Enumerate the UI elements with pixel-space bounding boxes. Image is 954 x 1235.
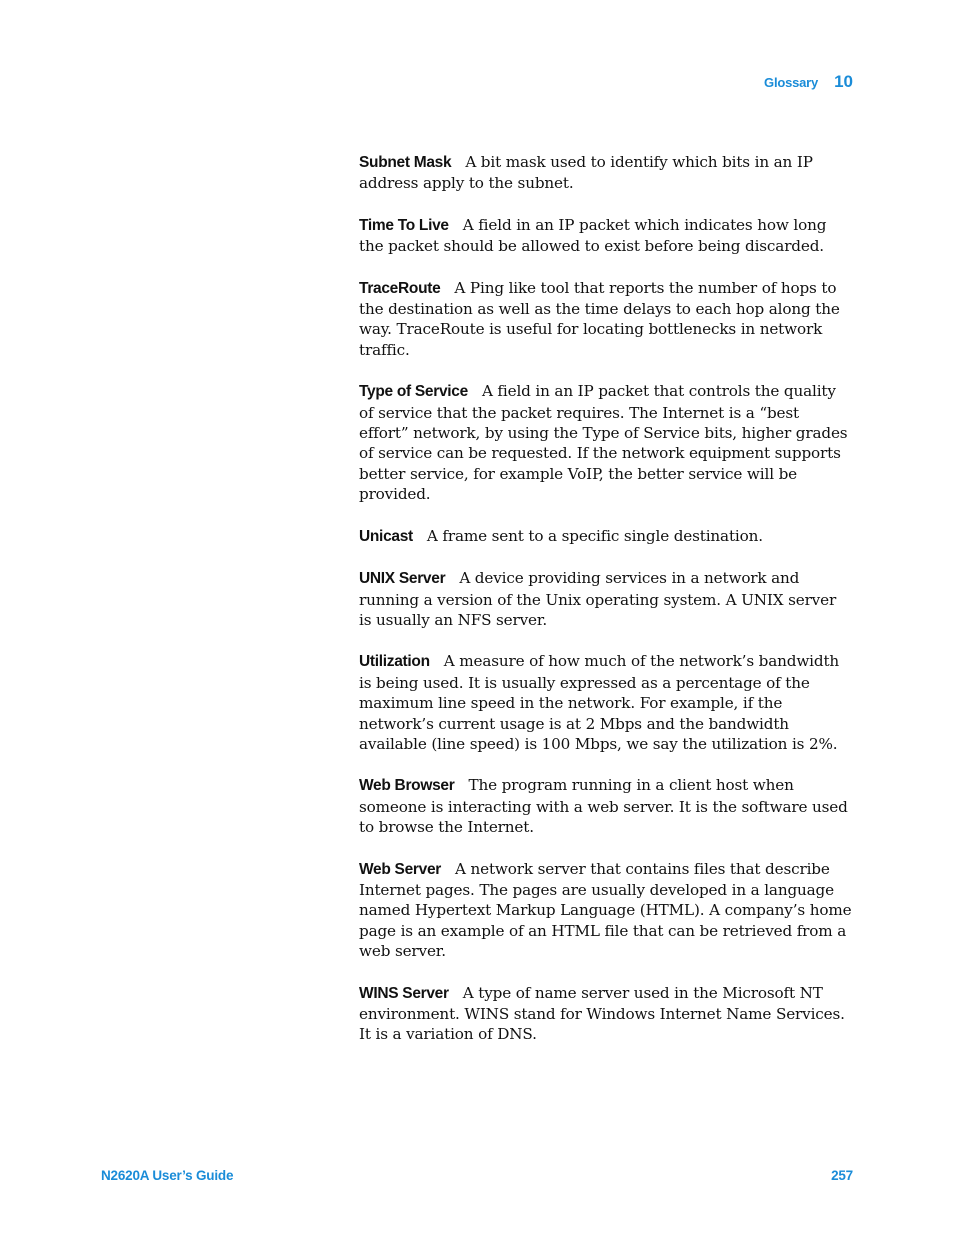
glossary-definition: A type of name server used in the Microsoft NT environment. WINS stand for Windows Internet Name Services. It is a variation of DNS. bbox=[359, 983, 845, 1044]
running-header bbox=[764, 72, 853, 92]
glossary-definition: The program running in a client host when someone is interacting with a web server. It is the software used to browse the Internet. bbox=[359, 776, 848, 837]
glossary-definition: A measure of how much of the network’s bandwidth is being used. It is usually expressed as a percentage of the maximum line speed in the network. For example, if the network’s current usage is at 2 Mbps and the bandwidth available (line speed) is 100 Mbps, we say the utilization is 2%. bbox=[359, 652, 840, 753]
glossary-definition: A Ping like tool that reports the number of hops to the destination as well as the time delays to each hop along the way. TraceRoute is useful for locating bottlenecks in network traffic. bbox=[359, 278, 840, 359]
glossary-definition: A frame sent to a specific single destination. bbox=[426, 526, 763, 545]
glossary-term: Time To Live bbox=[359, 216, 449, 234]
glossary-entry bbox=[359, 983, 853, 1045]
glossary-entry bbox=[359, 526, 853, 547]
glossary-term: WINS Server bbox=[359, 984, 449, 1002]
page-footer bbox=[101, 1168, 853, 1183]
guide-title: N2620A User’s Guide bbox=[101, 1168, 234, 1183]
section-title: Glossary bbox=[764, 75, 819, 90]
glossary-term: Web Browser bbox=[359, 777, 455, 795]
glossary-definition: A network server that contains files that describe Internet pages. The pages are usually developed in a language named Hypertext Markup Language (HTML). A company’s home page is an example of an HTML file that can be retrieved from a web server. bbox=[359, 859, 852, 961]
glossary-term: Unicast bbox=[359, 527, 413, 545]
glossary-term: Subnet Mask bbox=[359, 154, 452, 171]
glossary-entry bbox=[359, 775, 853, 837]
glossary-term: UNIX Server bbox=[359, 570, 446, 588]
glossary-term: Type of Service bbox=[359, 383, 468, 401]
glossary-definition: A bit mask used to identify which bits in an IP address apply to the subnet. bbox=[359, 153, 813, 193]
glossary-entry bbox=[359, 568, 853, 630]
glossary-entry bbox=[359, 381, 853, 504]
glossary-content bbox=[359, 152, 853, 1066]
chapter-number: 10 bbox=[834, 72, 853, 91]
glossary-term: TraceRoute bbox=[359, 279, 441, 297]
glossary-term: Utilization bbox=[359, 653, 430, 671]
glossary-definition: A field in an IP packet that controls the quality of service that the packet requires. The Internet is a “best effort” network, by using the Type of Service bits, higher grades of service can be requested. If the network equipment supports better service, for example VoIP, the better service will be provided. bbox=[359, 382, 848, 504]
glossary-entry bbox=[359, 859, 853, 962]
glossary-entry bbox=[359, 215, 853, 257]
glossary-entry bbox=[359, 152, 853, 194]
glossary-definition: A field in an IP packet which indicates how long the packet should be allowed to exist before being discarded. bbox=[359, 215, 827, 256]
glossary-entry bbox=[359, 651, 853, 754]
page-number: 257 bbox=[831, 1168, 853, 1183]
glossary-term: Web Server bbox=[359, 860, 442, 878]
glossary-definition: A device providing services in a network and running a version of the Unix operating system. A UNIX server is usually an NFS server. bbox=[359, 569, 837, 629]
glossary-entry bbox=[359, 278, 853, 361]
